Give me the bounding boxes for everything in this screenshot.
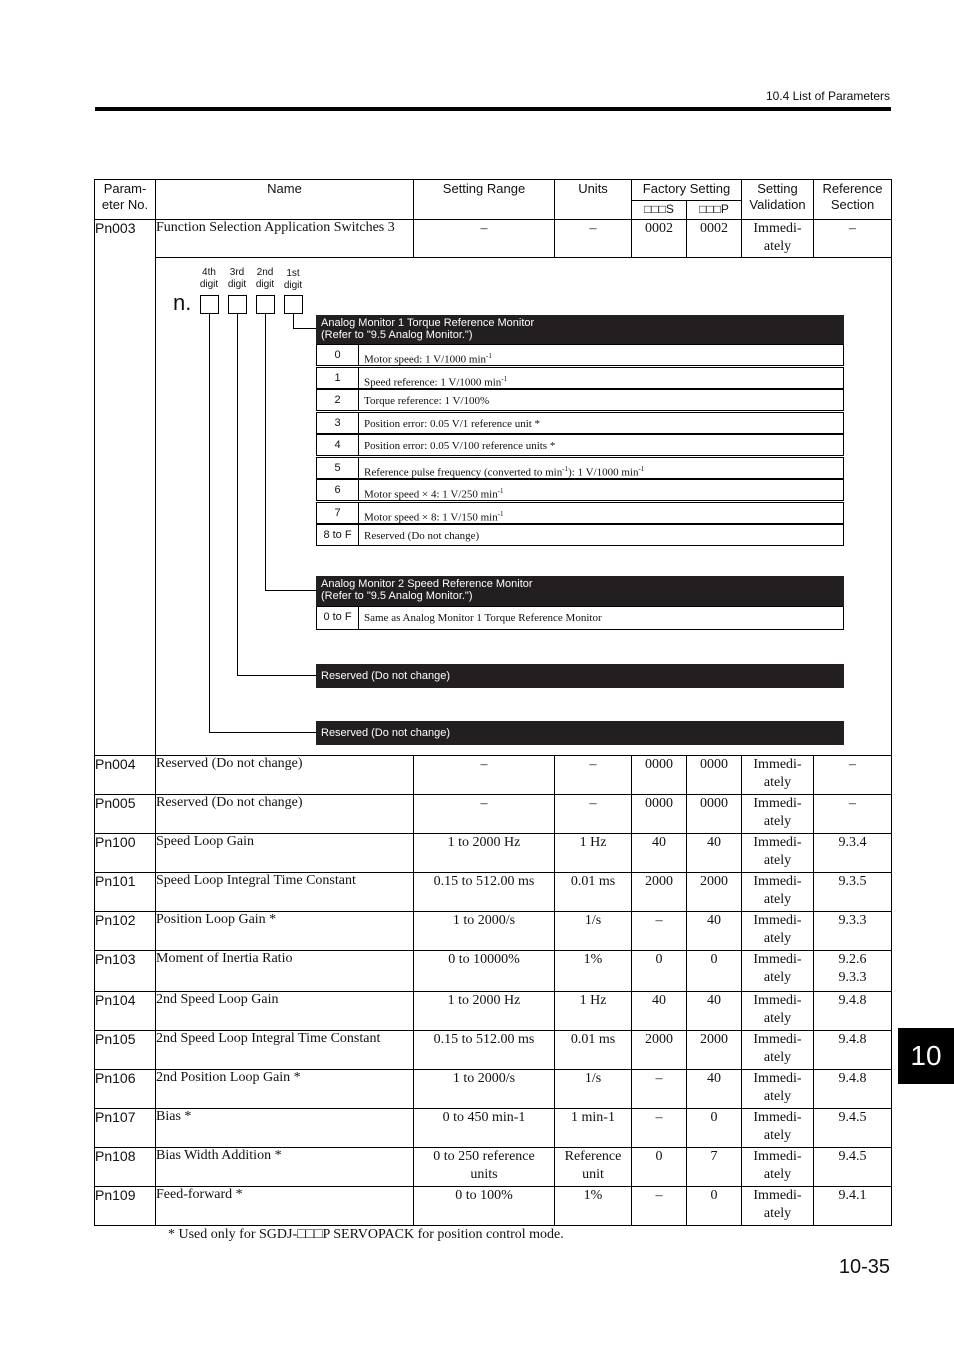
param-validation: Immedi- ately (742, 756, 814, 795)
param-units: 1 Hz (555, 992, 632, 1031)
param-factory-p: 0 (687, 1109, 742, 1148)
param-factory-s: 0000 (632, 795, 687, 834)
param-units: – (555, 220, 632, 258)
param-ref: 9.4.8 (814, 992, 892, 1031)
connector-4th-h (209, 732, 317, 733)
digit-box-2nd (256, 295, 275, 314)
option-key: 1 (317, 368, 359, 388)
param-factory-p: 40 (687, 912, 742, 951)
option-key: 6 (317, 480, 359, 500)
param-factory-s: 0002 (632, 220, 687, 258)
param-validation: Immedi- ately (742, 873, 814, 912)
connector-2nd-h (265, 590, 317, 591)
connector-1st (293, 314, 294, 328)
n-prefix: n. (173, 290, 192, 315)
option-text: Motor speed × 4: 1 V/250 $\min^{-1}$ (364, 487, 504, 501)
param-factory-s: 40 (632, 992, 687, 1031)
col-header-name: Name (156, 180, 414, 220)
table-row (95, 795, 892, 834)
col-header-units: Units (555, 180, 632, 220)
param-validation: Immedi- ately (742, 834, 814, 873)
param-no: Pn105 (95, 1031, 156, 1070)
digit-box-4th (200, 295, 219, 314)
param-factory-p: 2000 (687, 873, 742, 912)
running-header: 10.4 List of Parameters (765, 89, 890, 103)
table-row (95, 1031, 892, 1070)
param-ref: 9.3.5 (814, 873, 892, 912)
monitor1-option (316, 434, 844, 456)
param-range: – (414, 795, 555, 834)
param-name: Reserved (Do not change) (156, 795, 414, 834)
monitor1-option (316, 344, 844, 366)
param-factory-p: 0 (687, 951, 742, 992)
param-ref: 9.4.1 (814, 1187, 892, 1226)
param-units: 1/s (555, 912, 632, 951)
param-name: Position Loop Gain * (156, 912, 414, 951)
param-name: 2nd Position Loop Gain * (156, 1070, 414, 1109)
param-no: Pn103 (95, 951, 156, 992)
digit-label-4th: 4th digit (199, 267, 219, 290)
param-ref: 9.4.8 (814, 1070, 892, 1109)
parameter-table (94, 179, 892, 1226)
param-units: Reference unit (555, 1148, 632, 1187)
param-no: Pn003 (95, 220, 156, 756)
param-no: Pn108 (95, 1148, 156, 1187)
table-row (95, 951, 892, 992)
reserved-3rd-digit-bar: Reserved (Do not change) (316, 664, 844, 688)
pn003-diagram-row (95, 258, 892, 756)
chapter-tab: 10 (898, 1028, 954, 1084)
param-name: 2nd Speed Loop Integral Time Constant (156, 1031, 414, 1070)
param-factory-p: 0 (687, 1187, 742, 1226)
option-text: Torque reference: 1 V/100% (364, 395, 490, 407)
digit-label-1st: 1st digit (283, 268, 303, 291)
connector-1st-h (293, 328, 317, 329)
param-ref: – (814, 756, 892, 795)
param-factory-s: 2000 (632, 1031, 687, 1070)
param-factory-p: 2000 (687, 1031, 742, 1070)
monitor1-option (316, 524, 844, 546)
option-key: 4 (317, 435, 359, 455)
param-factory-s: 0 (632, 1148, 687, 1187)
param-ref: 9.2.6 9.3.3 (814, 951, 892, 992)
param-validation: Immedi- ately (742, 1109, 814, 1148)
option-text: Position error: 0.05 V/1 reference unit * (364, 417, 541, 430)
param-factory-s: – (632, 1070, 687, 1109)
option-key: 0 (317, 345, 359, 365)
param-ref: 9.4.5 (814, 1109, 892, 1148)
param-range: 1 to 2000/s (414, 1070, 555, 1109)
param-factory-s: – (632, 1109, 687, 1148)
param-validation: Immedi- ately (742, 220, 814, 258)
param-units: – (555, 756, 632, 795)
param-validation: Immedi- ately (742, 912, 814, 951)
footnote: * Used only for SGDJ-□□□P SERVOPACK for position control mode. (168, 1227, 564, 1242)
param-range: 1 to 2000 Hz (414, 992, 555, 1031)
param-range: 0 to 450 min-1 (414, 1109, 555, 1148)
option-key: 2 (317, 390, 359, 410)
param-units: 0.01 ms (555, 873, 632, 912)
digit-label-2nd: 2nd digit (255, 267, 275, 290)
param-range: 0 to 250 reference units (414, 1148, 555, 1187)
param-range: 1 to 2000/s (414, 912, 555, 951)
param-units: 1/s (555, 1070, 632, 1109)
option-text: Motor speed: 1 V/1000 $\min^{-1}$ (364, 352, 492, 366)
param-ref: – (814, 220, 892, 258)
monitor1-option (316, 367, 844, 389)
connector-3rd-h (237, 675, 317, 676)
param-name: Moment of Inertia Ratio (156, 951, 414, 992)
param-validation: Immedi- ately (742, 992, 814, 1031)
table-row (95, 1070, 892, 1109)
param-ref: 9.3.4 (814, 834, 892, 873)
param-range: 0 to 100% (414, 1187, 555, 1226)
table-row (95, 1187, 892, 1226)
param-no: Pn101 (95, 873, 156, 912)
table-row (95, 992, 892, 1031)
param-factory-s: 0000 (632, 756, 687, 795)
param-name: Feed-forward * (156, 1187, 414, 1226)
param-no: Pn106 (95, 1070, 156, 1109)
param-factory-p: 40 (687, 1070, 742, 1109)
table-row (95, 912, 892, 951)
param-ref: 9.4.8 (814, 1031, 892, 1070)
col-header-param-no: Param- eter No. (95, 180, 156, 220)
param-validation: Immedi- ately (742, 1148, 814, 1187)
monitor1-title-bar: Analog Monitor 1 Torque Reference Monitor (Refer to "9.5 Analog Monitor.") (316, 315, 844, 344)
col-header-reference-section: Reference Section (814, 180, 892, 220)
param-range: – (414, 756, 555, 795)
option-text: Position error: 0.05 V/100 reference units * (364, 440, 556, 452)
param-no: Pn102 (95, 912, 156, 951)
param-name: Bias Width Addition * (156, 1148, 414, 1187)
param-no: Pn004 (95, 756, 156, 795)
col-header-factory-p: □□□P (687, 201, 742, 220)
option-text: Speed reference: 1 V/1000 $\min^{-1}$ (364, 374, 508, 389)
param-range: 0 to 10000% (414, 951, 555, 992)
param-name: Reserved (Do not change) (156, 756, 414, 795)
option-text: Reference pulse frequency (converted to $\min^{-1}$): 1 V/1000 $\min^{-1}$ (364, 464, 645, 479)
option-key: 0 to F (317, 607, 359, 629)
param-factory-p: 40 (687, 992, 742, 1031)
col-header-setting-range: Setting Range (414, 180, 555, 220)
col-header-factory-setting: Factory Setting (632, 180, 742, 201)
param-factory-p: 0000 (687, 795, 742, 834)
param-range: 0.15 to 512.00 ms (414, 1031, 555, 1070)
param-validation: Immedi- ately (742, 795, 814, 834)
monitor1-option (316, 412, 844, 434)
option-key: 8 to F (317, 525, 359, 545)
param-units: 0.01 ms (555, 1031, 632, 1070)
monitor1-option (316, 502, 844, 524)
page-number: 10-35 (838, 1256, 890, 1278)
param-name: Function Selection Application Switches 3 (156, 220, 414, 258)
option-key: 5 (317, 458, 359, 478)
digit-label-3rd: 3rd digit (227, 267, 247, 290)
monitor2-option (316, 606, 844, 630)
param-units: – (555, 795, 632, 834)
param-units: 1% (555, 1187, 632, 1226)
table-row-pn003 (95, 220, 892, 258)
table-row (95, 873, 892, 912)
header-rule (95, 107, 891, 111)
monitor1-option (316, 389, 844, 411)
param-factory-s: 2000 (632, 873, 687, 912)
param-units: 1 Hz (555, 834, 632, 873)
monitor1-option (316, 479, 844, 501)
param-ref: 9.3.3 (814, 912, 892, 951)
param-validation: Immedi- ately (742, 1070, 814, 1109)
param-validation: Immedi- ately (742, 951, 814, 992)
param-factory-s: 0 (632, 951, 687, 992)
reserved-4th-digit-bar: Reserved (Do not change) (316, 721, 844, 745)
param-factory-s: – (632, 912, 687, 951)
param-validation: Immedi- ately (742, 1187, 814, 1226)
option-text: Same as Analog Monitor 1 Torque Reference Monitor (364, 612, 602, 624)
param-name: Speed Loop Gain (156, 834, 414, 873)
param-name: Bias * (156, 1109, 414, 1148)
param-name: 2nd Speed Loop Gain (156, 992, 414, 1031)
pn003-digit-diagram (156, 258, 892, 756)
param-no: Pn100 (95, 834, 156, 873)
param-range: – (414, 220, 555, 258)
param-units: 1% (555, 951, 632, 992)
col-header-setting-validation: Setting Validation (742, 180, 814, 220)
monitor1-option (316, 457, 844, 479)
table-row (95, 1148, 892, 1187)
param-range: 0.15 to 512.00 ms (414, 873, 555, 912)
param-factory-p: 40 (687, 834, 742, 873)
param-range: 1 to 2000 Hz (414, 834, 555, 873)
param-no: Pn109 (95, 1187, 156, 1226)
param-no: Pn107 (95, 1109, 156, 1148)
param-factory-p: 0000 (687, 756, 742, 795)
param-factory-p: 7 (687, 1148, 742, 1187)
param-validation: Immedi- ately (742, 1031, 814, 1070)
connector-3rd (237, 314, 238, 675)
monitor2-title-bar: Analog Monitor 2 Speed Reference Monitor (Refer to "9.5 Analog Monitor.") (316, 576, 844, 606)
param-no: Pn104 (95, 992, 156, 1031)
table-row (95, 756, 892, 795)
digit-box-3rd (228, 295, 247, 314)
option-key: 3 (317, 413, 359, 433)
connector-4th (209, 314, 210, 732)
table-row (95, 834, 892, 873)
param-factory-p: 0002 (687, 220, 742, 258)
option-text: Motor speed × 8: 1 V/150 $\min^{-1}$ (364, 509, 504, 524)
digit-box-1st (284, 295, 303, 314)
table-row (95, 1109, 892, 1148)
option-text: Reserved (Do not change) (364, 530, 480, 542)
param-no: Pn005 (95, 795, 156, 834)
param-ref: 9.4.5 (814, 1148, 892, 1187)
param-ref: – (814, 795, 892, 834)
param-factory-s: – (632, 1187, 687, 1226)
param-name: Speed Loop Integral Time Constant (156, 873, 414, 912)
param-units: 1 min-1 (555, 1109, 632, 1148)
col-header-factory-s: □□□S (632, 201, 687, 220)
option-key: 7 (317, 503, 359, 523)
connector-2nd (265, 314, 266, 590)
param-factory-s: 40 (632, 834, 687, 873)
